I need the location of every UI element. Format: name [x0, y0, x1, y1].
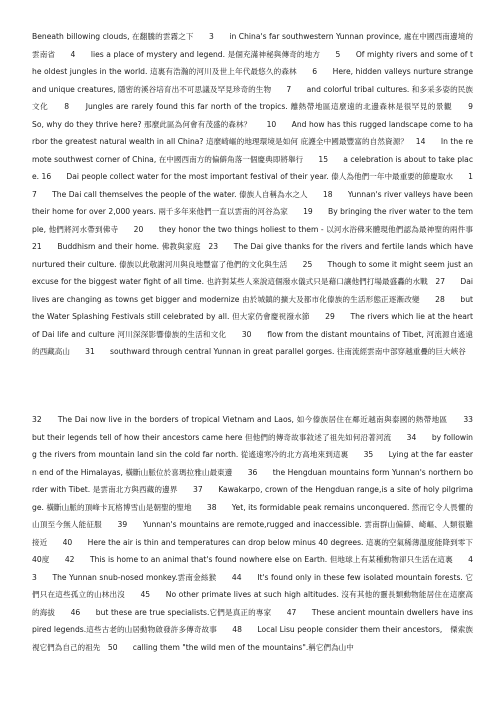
- paragraph-2: 32 The Dai now live in the borders of tropical Vietnam and Laos, 如今傣族居住在鄰近越南與泰國的熱帶地區 33 but their legends tell of how their ancestors came here 但他們的傳奇故事敘述了祖先如何沿著河流 34 by following the rivers from mountain land sin the cold far north. 從遙遠寒冷的北方高地來到這裏 35 Lying at the far eastern end of the Himalayas, 橫斷山脈位於喜瑪拉雅山最東邊 36 the Hengduan mountains form Yunnan's northern border with Tibet. 是雲南北方與西藏的邊界 37 Kawakarpo, crown of the Hengduan range,is a site of holy pilgrimage. 橫斷山脈的頂峰卡瓦格博雪山是朝聖的聖地 38 Yet, its formidable peak remains unconquered. 然而它令人畏懼的山頂至今無人能征服 39 Yunnan's mountains are remote,rugged and inaccessible. 雲南群山偏僻、崎嶇、人類很難接近 40 Here the air is thin and temperatures can drop below minus 40 degrees. 這裏的空氣稀薄溫度能降到零下40度 42 This is home to an animal that's found nowhere else on Earth. 但地球上有某種動物卻只生活在這裏 43 The Yunnan snub-nosed monkey.雲南金絲猴 44 It's found only in these few isolated mountain forests. 它們只在這些孤立的山林出沒 45 No other primate lives at such high altitudes. 沒有其他的靈長類動物能居住在這麼高的海拔 46 but these are true specialists.它們是真正的專家 47 These ancient mountain dwellers have inspired legends.這些古老的山居動物啟發許多傳奇故事 48 Local Lisu people consider them their ancestors, 傈索族視它們為自己的祖先 50 calling them "the wild men of the mountains".稱它們為山中: [32, 415, 489, 652]
- paragraph-1: Beneath billowing clouds, 在翻騰的雲霧之下 3 in China's far southwestern Yunnan province, 處在中國西南邊境的雲南省 4 lies a place of mystery and legend. 是個充滿神秘與傳奇的地方 5 Of mighty rivers and some of the oldest jungles in the world. 這裏有浩瀚的河川及世上年代最悠久的森林 6 Here, hidden valleys nurture strange and unique creatures, 隱密的溪谷培育出不可思議及罕見珍奇的生物 7 and colorful tribal cultures. 和多采多姿的民族文化 8 Jungles are rarely found this far north of the tropics. 離熱帶地區這麼遠的北邊森林是很罕見的景觀 9 So, why do they thrive here? 那麼此區為何會有茂盛的森林？ 10 And how has this rugged landscape come to harbor the greatest natural wealth in all China? 這麼崎嶇的地理環境是如何 庇護全中國最豐富的自然資源？ 14 In the remote southwest corner of China, 在中國西南方的偏僻角落一個慶典即將舉行 15 a celebration is about to take place. 16 Dai people collect water for the most important festival of their year. 傣人為他們一年中最重要的節慶取水 17 The Dai call themselves the people of the water. 傣族人自稱為水之人 18 Yunnan's river valleys have been their home for over 2,000 years. 兩千多年來他們一直以雲南的河谷為家 19 By bringing the river water to the temple, 他們將河水帶到佛寺 20 they honor the two things holiest to them - 以河水浴佛來體現他們認為最神聖的兩件事 21 Buddhism and their home. 佛教與家庭 23 The Dai give thanks for the rivers and fertile lands which have nurtured their culture. 傣族以此敬謝河川與良地豐富了他們的文化與生活 25 Though to some it might seem just an excuse for the biggest water fight of all time. 也許對某些人來說這個潑水儀式只是藉口讓他們打場最盛轟的水戰 27 Dai lives are changing as towns get bigger and modernize 由於城鎮的擴大及都市化傣族的生活形態正逐漸改變 28 but the Water Splashing Festivals still celebrated by all. 但大家仍會慶祝潑水節 29 The rivers which lie at the heart of Dai life and culture 河川深深影響傣族的生活和文化 30 flow from the distant mountains of Tibet, 河流源自遙遠的西藏高山 31 southward through central Yunnan in great parallel gorges. 往南流經雲南中部穿越重疊的巨大峽谷: [32, 32, 489, 356]
